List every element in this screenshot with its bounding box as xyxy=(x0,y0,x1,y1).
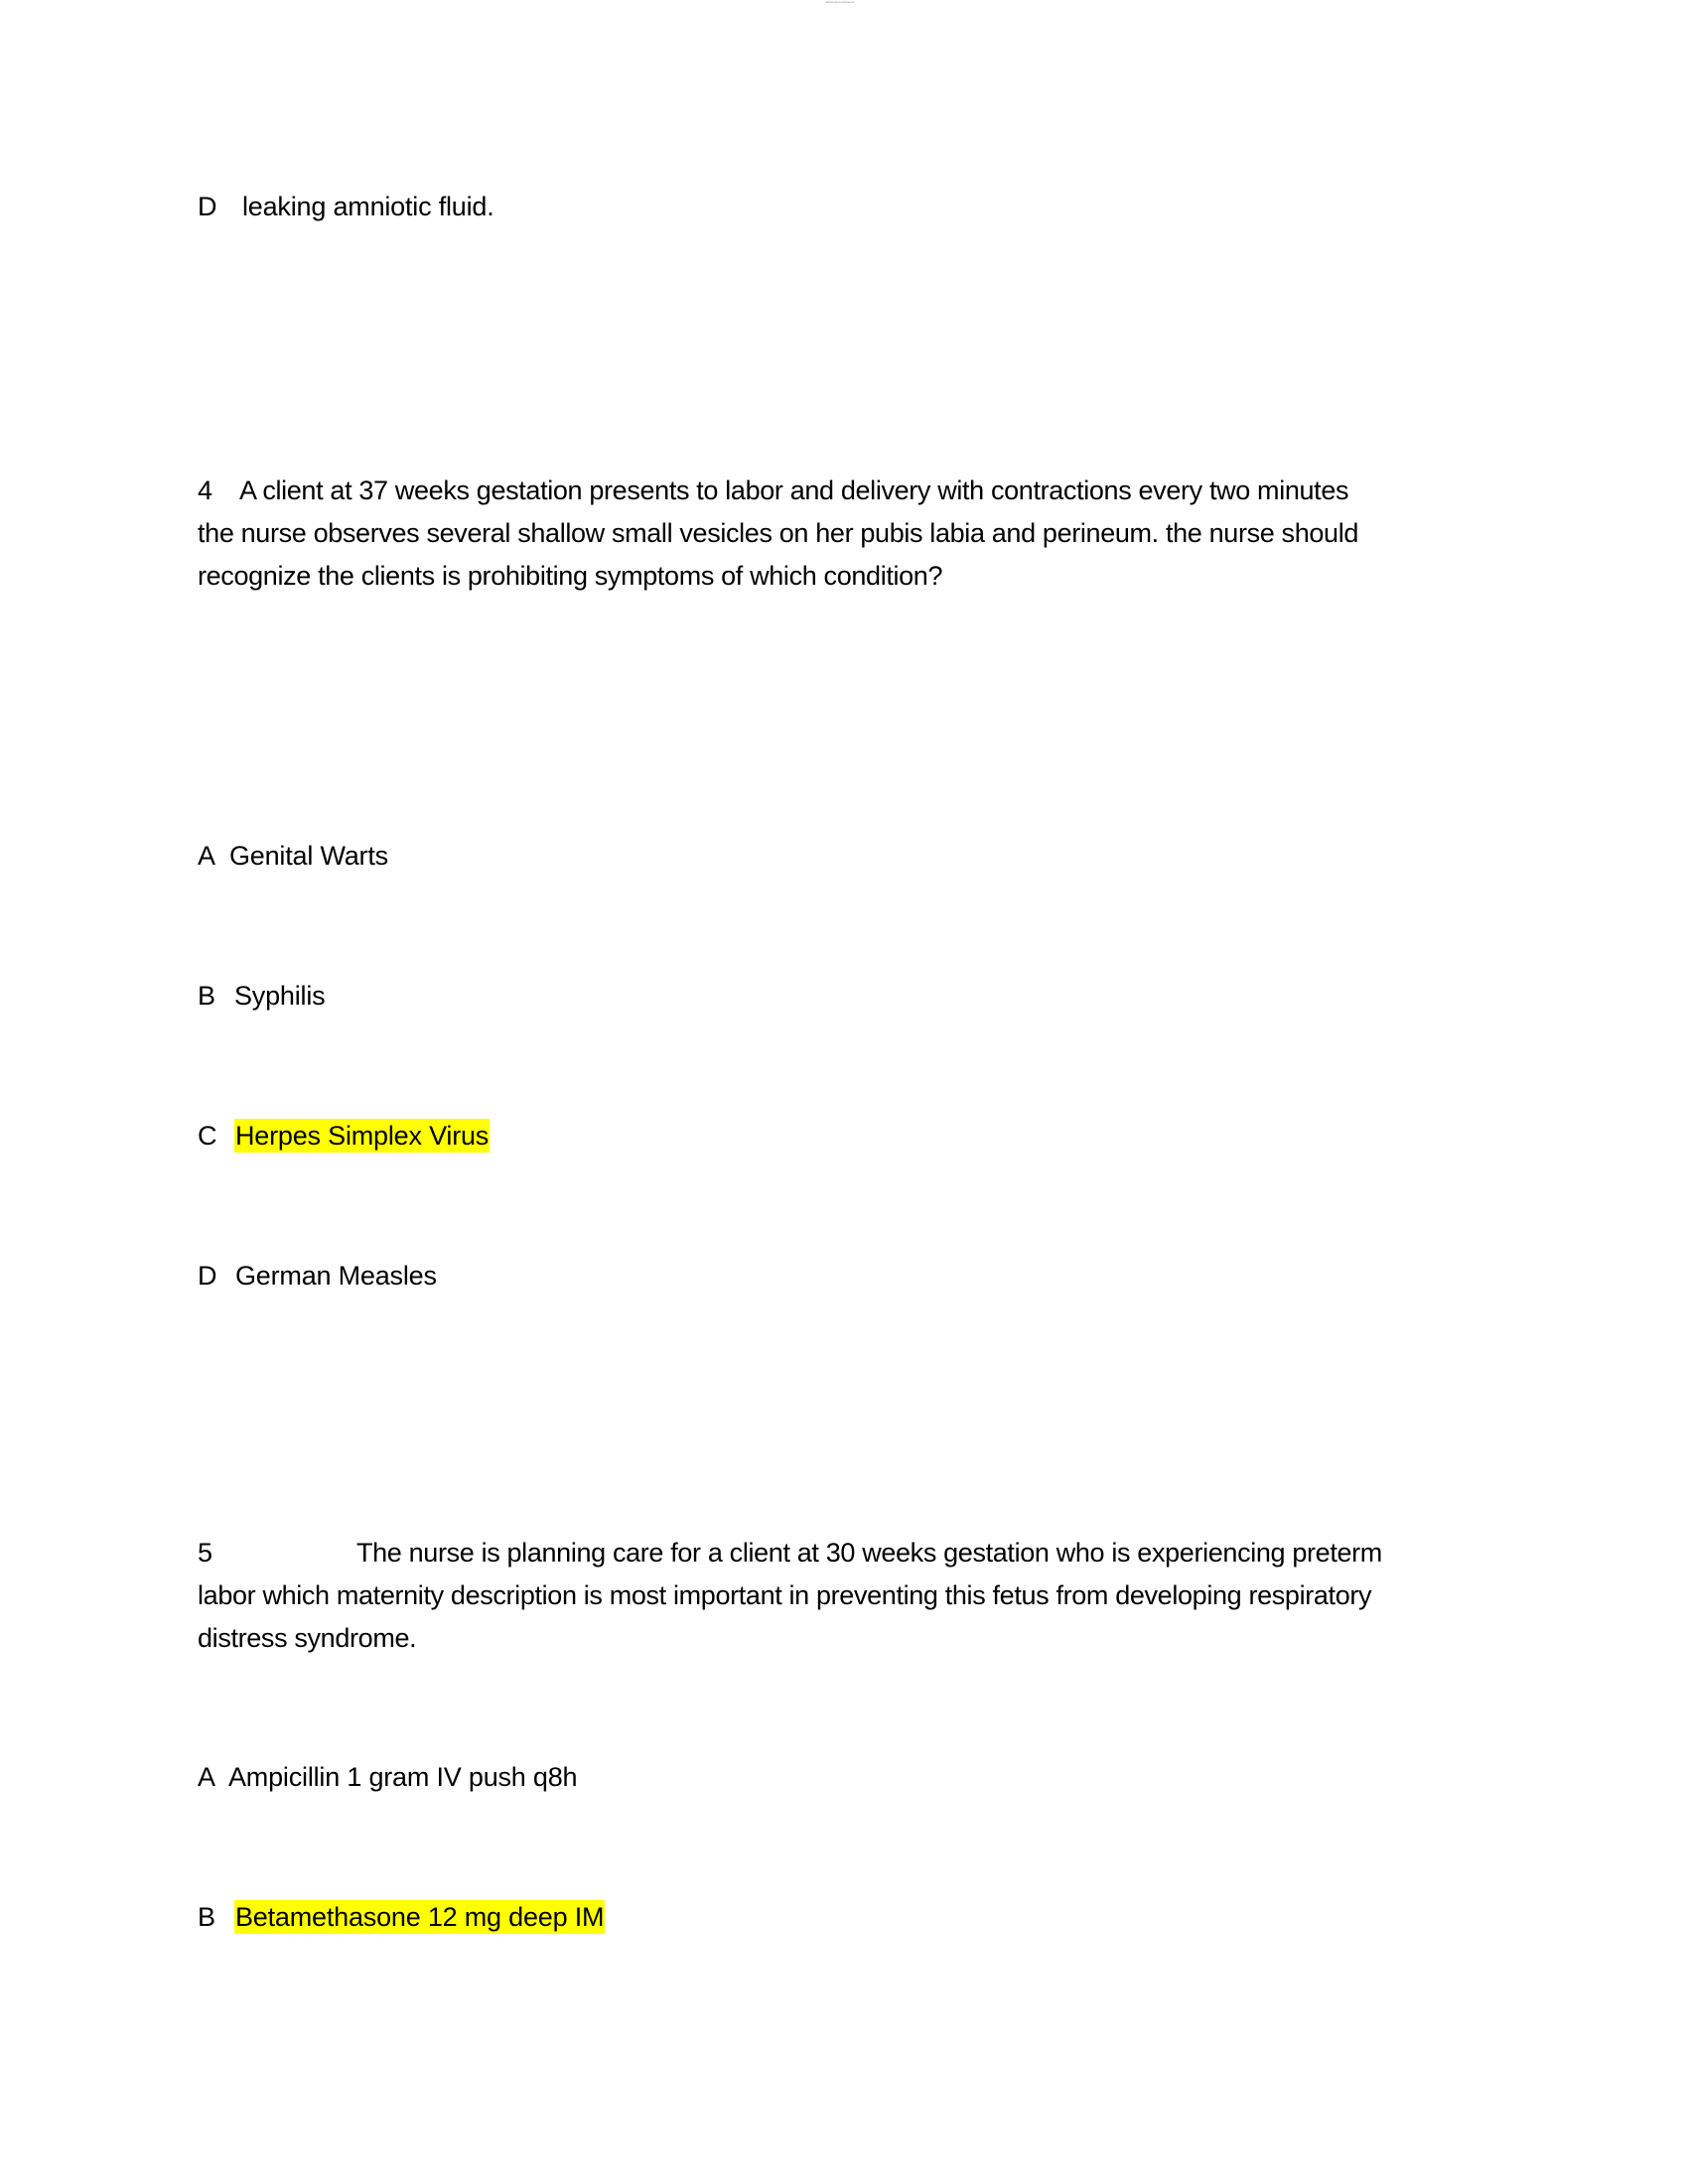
q5-option-a xyxy=(198,1759,577,1795)
q4-stem-line-2: the nurse observes several shallow small vesicles on her pubis labia and perineum. the nurse should xyxy=(198,518,1359,548)
option-text-highlighted: Betamethasone 12 mg deep IM xyxy=(235,1902,605,1932)
option-text: Ampicillin 1 gram IV push q8h xyxy=(228,1762,578,1792)
option-label: C xyxy=(198,1121,217,1151)
question-number: 4 xyxy=(198,476,212,505)
q5-stem-line-3: distress syndrome. xyxy=(198,1623,417,1653)
q5-option-b xyxy=(198,1899,605,1935)
option-label: A xyxy=(198,841,215,871)
option-label: A xyxy=(198,1762,215,1792)
option-text: leaking amniotic fluid. xyxy=(242,192,494,221)
q3-option-d xyxy=(198,189,494,224)
option-label: B xyxy=(198,1902,215,1932)
q4-stem xyxy=(198,470,1508,598)
q5-stem-line-1: 5 The nurse is planning care for a client at 30 weeks gestation who is experiencing preterm xyxy=(198,1532,1508,1574)
option-label: B xyxy=(198,981,215,1011)
q5-stem xyxy=(198,1532,1508,1660)
option-label: D xyxy=(198,1261,217,1291)
q4-option-c xyxy=(198,1118,490,1154)
page-header-mark: Document continued xyxy=(826,0,854,4)
q4-stem-line-1: 4 A client at 37 weeks gestation presents to labor and delivery with contractions every two minutes xyxy=(198,470,1508,512)
q4-option-a xyxy=(198,838,388,874)
q4-option-d xyxy=(198,1258,437,1294)
option-label: D xyxy=(198,192,217,221)
option-text-highlighted: Herpes Simplex Virus xyxy=(235,1121,490,1151)
option-text: Syphilis xyxy=(234,981,326,1011)
q5-stem-line-2: labor which maternity description is most important in preventing this fetus from developing respiratory xyxy=(198,1580,1372,1610)
question-number: 5 xyxy=(198,1538,212,1568)
q4-option-b xyxy=(198,978,325,1014)
option-text: German Measles xyxy=(235,1261,437,1291)
q4-stem-line-3: recognize the clients is prohibiting symptoms of which condition? xyxy=(198,561,943,591)
option-text: Genital Warts xyxy=(229,841,388,871)
